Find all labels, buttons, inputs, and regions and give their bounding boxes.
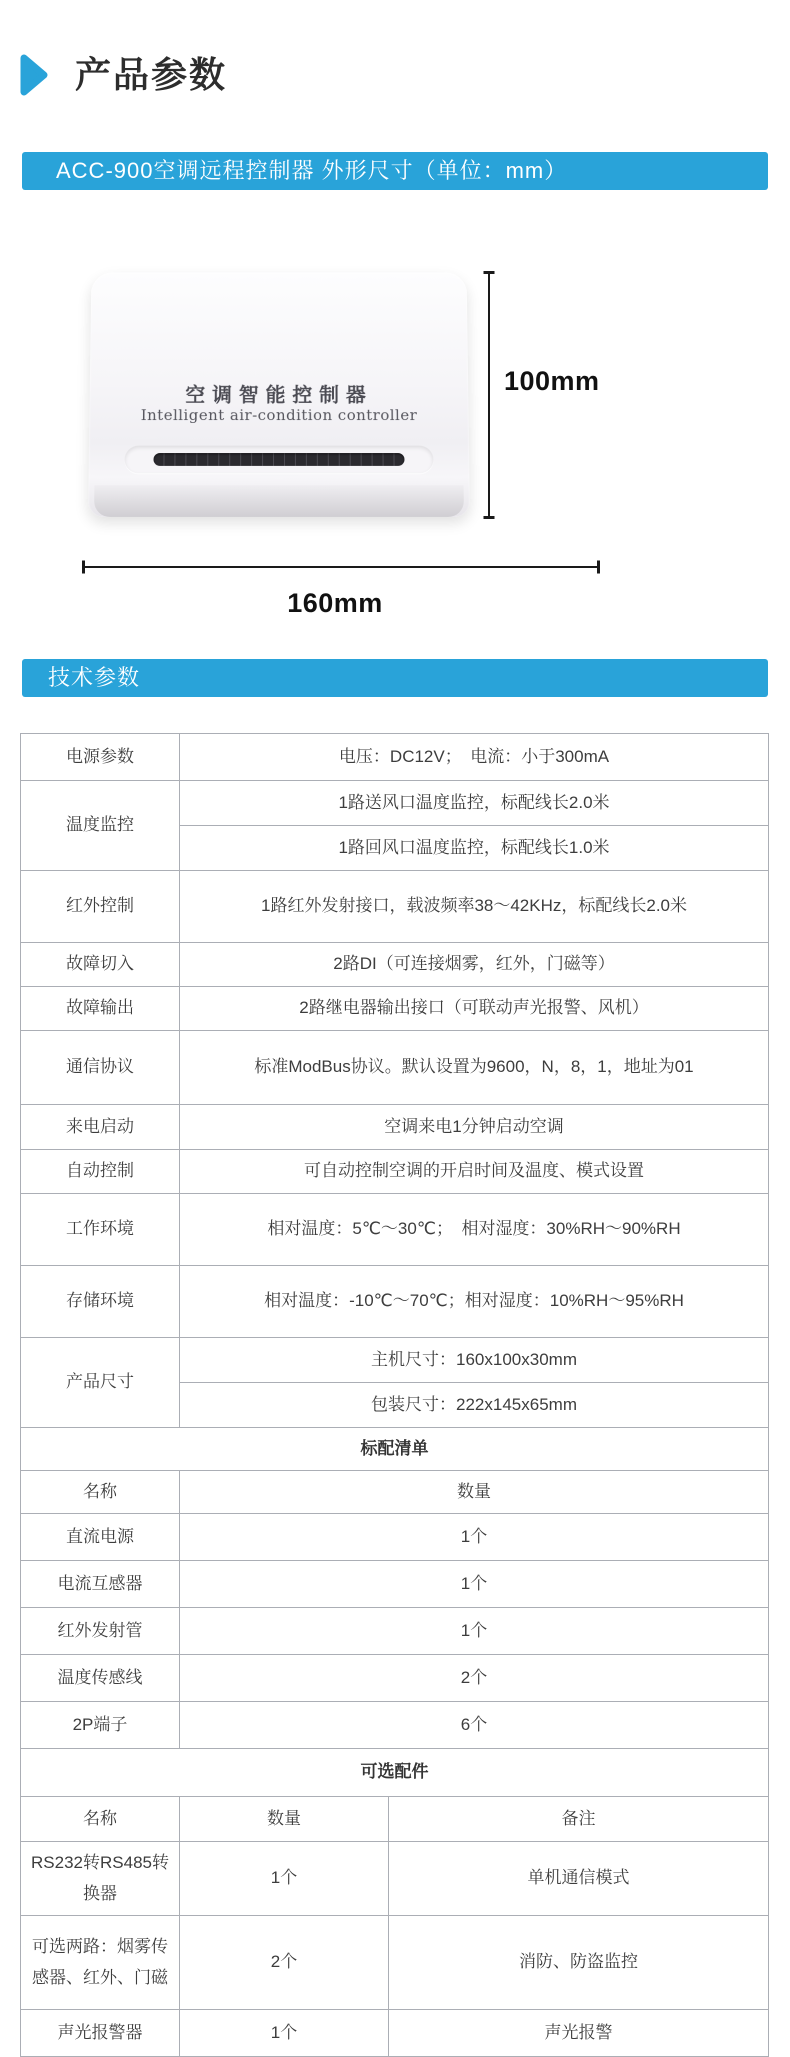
row-power-label: 电源参数 <box>21 734 180 781</box>
device-grille-slots <box>153 453 404 466</box>
row-temp-1 <box>21 781 769 826</box>
standard-col-name: 名称 <box>21 1471 180 1514</box>
standard-item-row <box>21 1608 769 1655</box>
tech-banner <box>22 659 768 697</box>
row-storage-env <box>21 1266 769 1338</box>
page-title: 产品参数 <box>75 54 228 95</box>
row-power-on-value: 空调来电1分钟启动空调 <box>180 1105 769 1150</box>
row-temp-value1: 1路送风口温度监控，标配线长2.0米 <box>180 781 769 826</box>
row-power <box>21 734 769 781</box>
row-storage-env-value: 相对温度：-10℃～70℃；相对湿度：10%RH～95%RH <box>180 1266 769 1338</box>
optional-item-name: 声光报警器 <box>21 2010 180 2057</box>
standard-item-qty: 1个 <box>180 1514 769 1561</box>
row-size-value1: 主机尺寸：160x100x30mm <box>180 1338 769 1383</box>
standard-item-row <box>21 1561 769 1608</box>
row-fault-out-label: 故障输出 <box>21 987 180 1031</box>
optional-item-note: 单机通信模式 <box>389 1842 769 1916</box>
spec-table <box>20 733 769 2057</box>
row-size-1 <box>21 1338 769 1383</box>
row-temp-label: 温度监控 <box>21 781 180 871</box>
row-power-on-label: 来电启动 <box>21 1105 180 1150</box>
product-photo-area <box>0 190 790 659</box>
row-storage-env-label: 存储环境 <box>21 1266 180 1338</box>
optional-col-note: 备注 <box>389 1797 769 1842</box>
optional-item-name: 可选两路：烟雾传感器、红外、门磁 <box>21 1916 180 2010</box>
standard-item-name: 2P端子 <box>21 1702 180 1749</box>
standard-section-title: 标配清单 <box>21 1428 769 1471</box>
optional-col-qty: 数量 <box>180 1797 389 1842</box>
optional-col-name: 名称 <box>21 1797 180 1842</box>
row-auto-label: 自动控制 <box>21 1150 180 1194</box>
row-power-value: 电压：DC12V； 电流：小于300mA <box>180 734 769 781</box>
optional-item-row <box>21 1916 769 2010</box>
row-standard-cols <box>21 1471 769 1514</box>
standard-item-qty: 6个 <box>180 1702 769 1749</box>
row-comm-value: 标准ModBus协议。默认设置为9600，N，8，1，地址为01 <box>180 1031 769 1105</box>
row-size-label: 产品尺寸 <box>21 1338 180 1428</box>
standard-item-row <box>21 1514 769 1561</box>
row-power-on <box>21 1105 769 1150</box>
optional-item-note: 消防、防盗监控 <box>389 1916 769 2010</box>
optional-item-note: 声光报警 <box>389 2010 769 2057</box>
row-ir-label: 红外控制 <box>21 871 180 943</box>
optional-item-qty: 1个 <box>180 1842 389 1916</box>
tech-banner-label: 技术参数 <box>48 665 141 690</box>
optional-item-qty: 2个 <box>180 1916 389 2010</box>
section-arrow-icon <box>20 54 48 96</box>
device-image <box>88 272 470 517</box>
device-grille <box>124 446 433 474</box>
standard-item-name: 直流电源 <box>21 1514 180 1561</box>
standard-item-row <box>21 1655 769 1702</box>
row-ir <box>21 871 769 943</box>
width-dimension-label: 160mm <box>287 588 383 618</box>
height-dimension-line <box>488 273 490 517</box>
row-comm <box>21 1031 769 1105</box>
row-fault-in-label: 故障切入 <box>21 943 180 987</box>
optional-item-row <box>21 1842 769 1916</box>
size-banner <box>22 152 768 190</box>
section-header <box>0 0 790 96</box>
row-work-env <box>21 1194 769 1266</box>
row-comm-label: 通信协议 <box>21 1031 180 1105</box>
row-fault-out-value: 2路继电器输出接口（可联动声光报警、风机） <box>180 987 769 1031</box>
row-work-env-value: 相对温度：5℃～30℃； 相对湿度：30%RH～90%RH <box>180 1194 769 1266</box>
row-temp-value2: 1路回风口温度监控，标配线长1.0米 <box>180 826 769 871</box>
standard-item-name: 电流互感器 <box>21 1561 180 1608</box>
standard-item-qty: 1个 <box>180 1608 769 1655</box>
row-auto-value: 可自动控制空调的开启时间及温度、模式设置 <box>180 1150 769 1194</box>
standard-item-name: 红外发射管 <box>21 1608 180 1655</box>
standard-item-qty: 1个 <box>180 1561 769 1608</box>
row-fault-out <box>21 987 769 1031</box>
row-standard-header <box>21 1428 769 1471</box>
width-dimension-line <box>83 566 599 568</box>
standard-item-row <box>21 1702 769 1749</box>
row-fault-in <box>21 943 769 987</box>
row-optional-header <box>21 1749 769 1797</box>
optional-item-qty: 1个 <box>180 2010 389 2057</box>
height-dimension-label: 100mm <box>504 366 600 396</box>
row-fault-in-value: 2路DI（可连接烟雾，红外，门磁等） <box>180 943 769 987</box>
optional-item-name: RS232转RS485转换器 <box>21 1842 180 1916</box>
optional-item-row <box>21 2010 769 2057</box>
device-label-en: Intelligent air-condition controller <box>140 406 418 424</box>
standard-col-qty: 数量 <box>180 1471 769 1514</box>
row-ir-value: 1路红外发射接口，载波频率38～42KHz，标配线长2.0米 <box>180 871 769 943</box>
row-size-value2: 包装尺寸：222x145x65mm <box>180 1383 769 1428</box>
row-optional-cols <box>21 1797 769 1842</box>
standard-item-qty: 2个 <box>180 1655 769 1702</box>
standard-item-name: 温度传感线 <box>21 1655 180 1702</box>
device-label-cn: 空调智能控制器 <box>185 382 373 407</box>
optional-section-title: 可选配件 <box>21 1749 769 1797</box>
row-work-env-label: 工作环境 <box>21 1194 180 1266</box>
size-banner-label: ACC-900空调远程控制器 外形尺寸（单位：mm） <box>56 158 568 183</box>
row-auto <box>21 1150 769 1194</box>
